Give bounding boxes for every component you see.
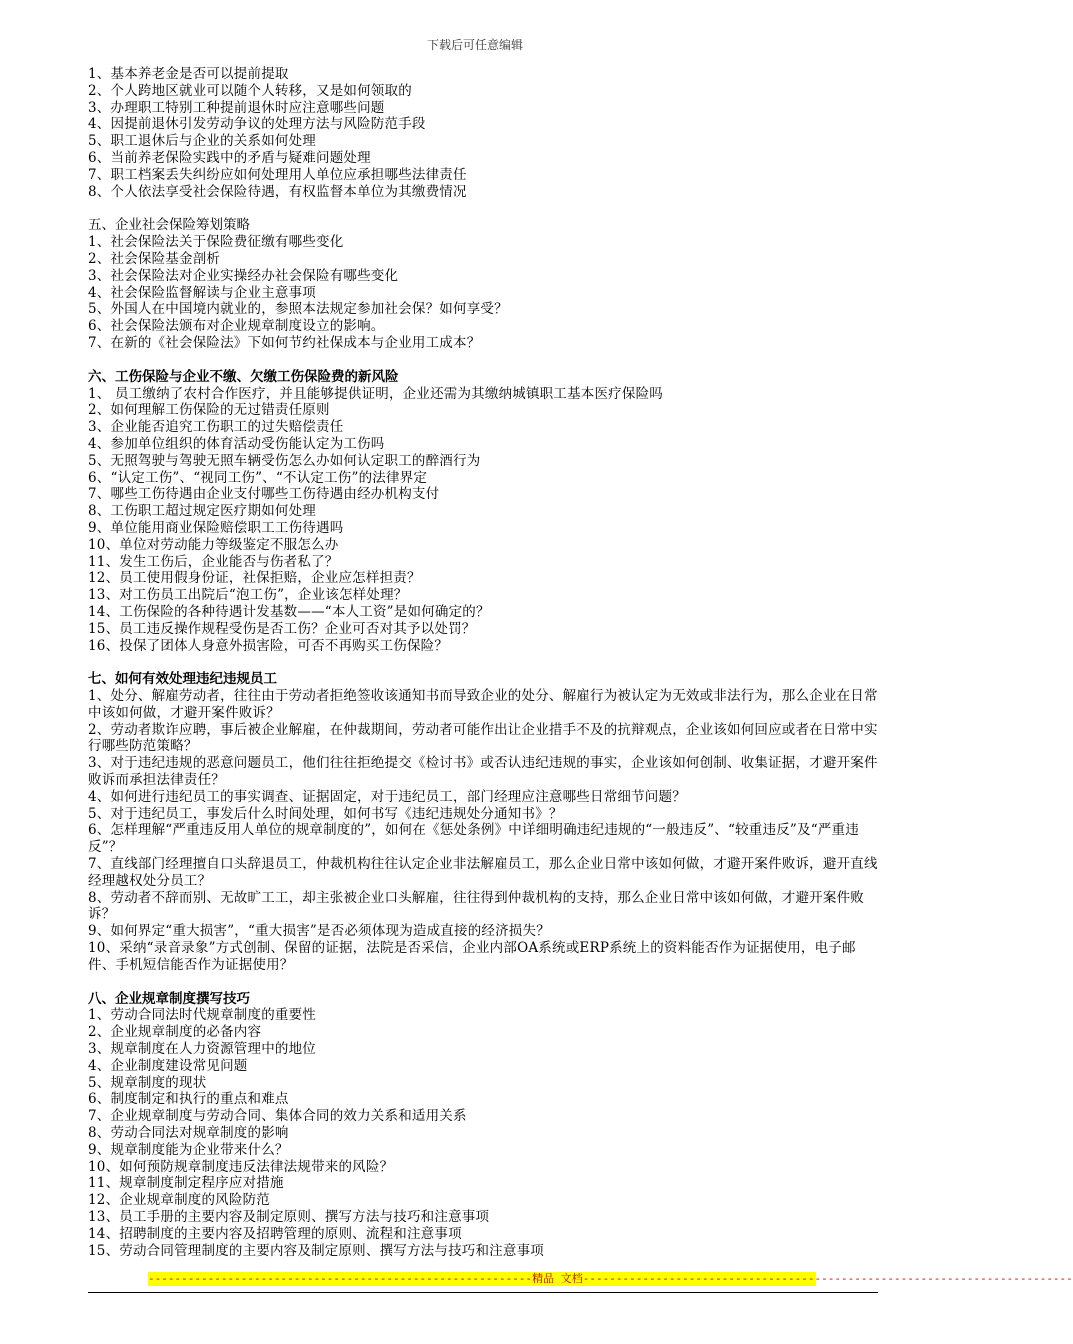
list-item: 4、如何进行违纪员工的事实调查、证据固定，对于违纪员工，部门经理应注意哪些日常细节问题？ bbox=[88, 788, 686, 805]
section-7-list bbox=[88, 688, 878, 974]
list-item: 6、“认定工伤”、“视同工伤”、“不认定工伤”的法律界定 bbox=[88, 469, 428, 486]
list-item: 1、劳动合同法时代规章制度的重要性 bbox=[88, 1007, 316, 1024]
list-item: 2、社会保险基金剖析 bbox=[88, 250, 221, 267]
section-5 bbox=[88, 217, 878, 351]
list-item: 1、基本养老金是否可以提前提取 bbox=[88, 66, 289, 82]
section-gap bbox=[88, 654, 878, 671]
list-item: 3、企业能否追究工伤职工的过失赔偿责任 bbox=[88, 419, 344, 436]
list-item: 10、单位对劳动能力等级鉴定不服怎么办 bbox=[88, 536, 339, 553]
section-7-title: 七、如何有效处理违纪违规员工 bbox=[88, 671, 277, 688]
list-item: 6、当前养老保险实践中的矛盾与疑难问题处理 bbox=[88, 149, 371, 166]
list-item: 3、规章制度在人力资源管理中的地位 bbox=[88, 1041, 316, 1058]
list-item: 3、对于违纪违规的恶意问题员工，他们往往拒绝提交《检讨书》或否认违纪违规的事实，企业该如何创制、收集证据，才避开案件败诉而承担法律责任？ bbox=[88, 755, 878, 789]
list-item: 2、如何理解工伤保险的无过错责任原则 bbox=[88, 402, 330, 419]
section-6 bbox=[88, 369, 878, 655]
list-item: 7、职工档案丢失纠纷应如何处理用人单位应承担哪些法律责任 bbox=[88, 166, 467, 183]
footer-banner bbox=[148, 1272, 1073, 1286]
list-item: 5、外国人在中国境内就业的，参照本法规定参加社会保？如何享受？ bbox=[88, 301, 508, 318]
list-item: 4、参加单位组织的体育活动受伤能认定为工伤吗 bbox=[88, 435, 385, 452]
list-item: 5、规章制度的现状 bbox=[88, 1074, 207, 1091]
list-item: 1、处分、解雇劳动者，往往由于劳动者拒绝签收该通知书而导致企业的处分、解雇行为被认定为无效或非法行为，那么企业在日常中该如何做，才避开案件败诉？ bbox=[88, 688, 878, 721]
list-item: 13、员工手册的主要内容及制定原则、撰写方法与技巧和注意事项 bbox=[88, 1209, 490, 1225]
list-item: 12、企业规章制度的风险防范 bbox=[88, 1192, 270, 1209]
list-item: 9、规章制度能为企业带来什么？ bbox=[88, 1141, 289, 1158]
section-8 bbox=[88, 991, 878, 1260]
list-item: 4、企业制度建设常见问题 bbox=[88, 1057, 248, 1074]
list-item: 7、哪些工伤待遇由企业支付哪些工伤待遇由经办机构支付 bbox=[88, 486, 440, 503]
list-item: 5、无照驾驶与驾驶无照车辆受伤怎么办如何认定职工的醉酒行为 bbox=[88, 452, 481, 469]
list-item: 5、对于违纪员工，事发后什么时间处理，如何书写《违纪违规处分通知书》？ bbox=[88, 805, 563, 822]
list-item: 4、社会保险监督解读与企业主意事项 bbox=[88, 284, 316, 301]
section-5-title: 五、企业社会保险筹划策略 bbox=[88, 217, 250, 234]
list-item: 2、个人跨地区就业可以随个人转移，又是如何领取的 bbox=[88, 82, 412, 99]
list-item: 2、企业规章制度的必备内容 bbox=[88, 1024, 262, 1041]
section-8-title: 八、企业规章制度撰写技巧 bbox=[88, 990, 250, 1007]
list-item: 4、因提前退休引发劳动争议的处理方法与风险防范手段 bbox=[88, 116, 426, 133]
section-4-list bbox=[88, 66, 878, 200]
list-item: 12、员工使用假身份证，社保拒赔，企业应怎样担责？ bbox=[88, 570, 421, 587]
list-item: 16、投保了团体人身意外损害险，可否不再购买工伤保险？ bbox=[88, 637, 449, 654]
section-6-title: 六、工伤保险与企业不缴、欠缴工伤保险费的新风险 bbox=[88, 368, 399, 385]
list-item: 2、劳动者欺诈应聘，事后被企业解雇，在仲裁期间，劳动者可能作出让企业措手不及的抗辩观点，企业该如何回应或者在日常中实行哪些防范策略？ bbox=[88, 721, 878, 755]
list-item: 13、对工伤员工出院后“泡工伤”，企业该怎样处理？ bbox=[88, 587, 408, 604]
list-item: 9、单位能用商业保险赔偿职工工伤待遇吗 bbox=[88, 519, 344, 536]
list-item: 9、如何界定“重大损害”，“重大损害”是否必须体现为造成直接的经济损失？ bbox=[88, 923, 550, 940]
section-5-list bbox=[88, 234, 878, 352]
list-item: 5、职工退休后与企业的关系如何处理 bbox=[88, 133, 316, 150]
section-8-list bbox=[88, 1007, 878, 1259]
list-item: 11、规章制度制定程序应对措施 bbox=[88, 1175, 284, 1192]
list-item: 8、劳动者不辞而别、无故旷工工，却主张被企业口头解雇，往往得到仲裁机构的支持，那么企业日常中该如何做，才避开案件败诉？ bbox=[88, 889, 864, 923]
section-gap bbox=[88, 200, 878, 217]
list-item: 3、社会保险法对企业实操经办社会保险有哪些变化 bbox=[88, 267, 399, 284]
page-header-note: 下载后可任意编辑 bbox=[426, 38, 523, 52]
list-item: 6、怎样理解“严重违反用人单位的规章制度的”，如何在《惩处条例》中详细明确违纪违规的“一般违反”、“较重违反”及“严重违反”？ bbox=[88, 822, 859, 856]
list-item: 1、 员工缴纳了农村合作医疗，并且能够提供证明，企业还需为其缴纳城镇职工基本医疗保险吗 bbox=[88, 385, 663, 402]
list-item: 14、工伤保险的各种待遇计发基数——“本人工资”是如何确定的？ bbox=[88, 603, 490, 620]
list-item: 7、企业规章制度与劳动合同、集体合同的效力关系和适用关系 bbox=[88, 1108, 467, 1125]
list-item: 10、如何预防规章制度违反法律法规带来的风险？ bbox=[88, 1158, 394, 1175]
list-item: 3、办理职工特别工种提前退休时应注意哪些问题 bbox=[88, 99, 385, 116]
section-7 bbox=[88, 671, 878, 973]
list-item: 7、在新的《社会保险法》下如何节约社保成本与企业用工成本？ bbox=[88, 334, 481, 351]
list-item: 8、劳动合同法对规章制度的影响 bbox=[88, 1125, 289, 1142]
list-item: 15、劳动合同管理制度的主要内容及制定原则、撰写方法与技巧和注意事项 bbox=[88, 1242, 544, 1259]
list-item: 11、发生工伤后，企业能否与伤者私了？ bbox=[88, 553, 339, 570]
list-item: 7、直线部门经理擅自口头辞退员工，仲裁机构往往认定企业非法解雇员工，那么企业日常中该如何做，才避开案件败诉，避开直线经理越权处分员工？ bbox=[88, 856, 878, 889]
list-item: 6、社会保险法颁布对企业规章制度设立的影响。 bbox=[88, 318, 385, 335]
list-item: 10、采纳“录音录象”方式创制、保留的证据，法院是否采信，企业内部OA系统或ERP系统上的资料能否作为证据使用，电子邮件、手机短信能否作为证据使用？ bbox=[88, 940, 856, 973]
section-gap bbox=[88, 352, 878, 369]
list-item: 8、工伤职工超过规定医疗期如何处理 bbox=[88, 503, 316, 520]
footer-right-dashes: -------------------------------------------------------------------------- bbox=[582, 1272, 1073, 1285]
footer-divider bbox=[88, 1292, 878, 1293]
footer-left-dashes: ---------------------------------------------------------- bbox=[148, 1272, 533, 1285]
list-item: 6、制度制定和执行的重点和难点 bbox=[88, 1091, 289, 1108]
document-body bbox=[88, 66, 878, 1259]
list-item: 8、个人依法享受社会保险待遇，有权监督本单位为其缴费情况 bbox=[88, 183, 467, 200]
footer-label: 精品 文档 bbox=[532, 1272, 583, 1285]
section-6-list bbox=[88, 386, 878, 655]
section-gap bbox=[88, 974, 878, 991]
list-item: 15、员工违反操作规程受伤是否工伤？企业可否对其予以处罚？ bbox=[88, 620, 476, 637]
list-item: 14、招聘制度的主要内容及招聘管理的原则、流程和注意事项 bbox=[88, 1225, 462, 1242]
list-item: 1、社会保险法关于保险费征缴有哪些变化 bbox=[88, 234, 344, 251]
